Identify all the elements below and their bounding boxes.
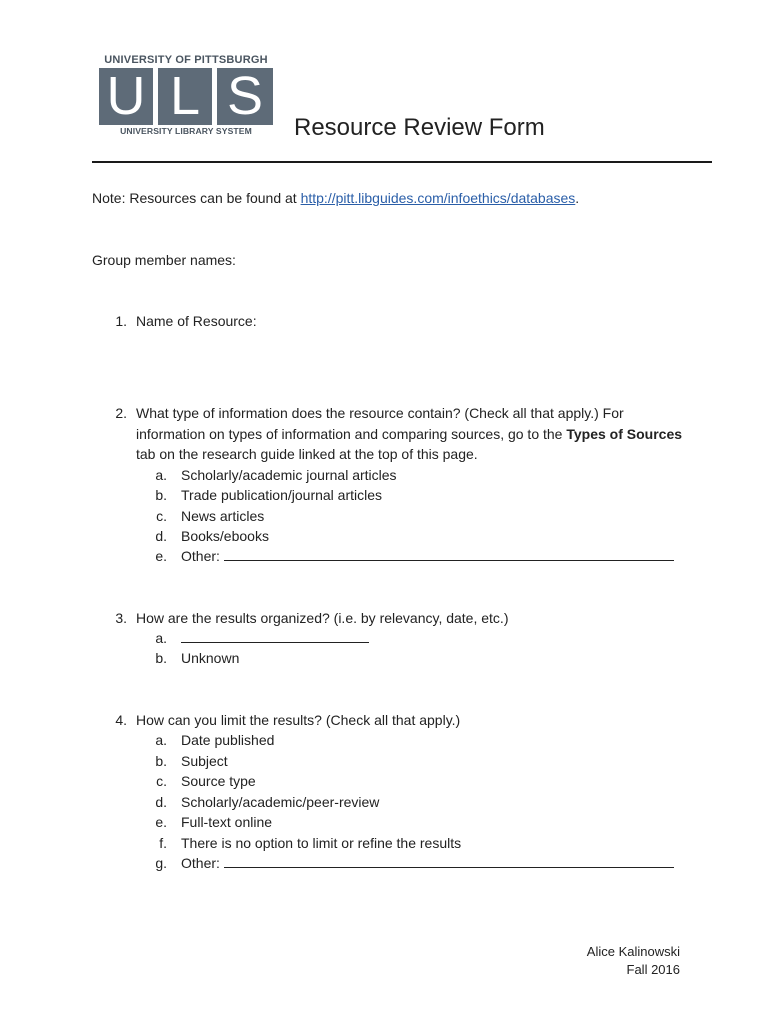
q2-line-3: tab on the research guide linked at the top of this page. — [136, 446, 478, 462]
footer-term: Fall 2016 — [626, 962, 680, 977]
q2-option-c: News articles — [181, 508, 265, 524]
q3-answer-blank[interactable] — [181, 628, 369, 643]
logo-letter-u: U — [106, 66, 146, 126]
types-of-sources-label: Types of Sources — [566, 426, 683, 442]
q4-option-letter: e. — [155, 814, 167, 830]
logo-letter-box-u — [99, 68, 153, 125]
q4-other-blank[interactable] — [224, 853, 674, 868]
q3-option-letter: b. — [155, 650, 167, 666]
q4-option-b: Subject — [181, 753, 228, 769]
logo-letter-box-l — [158, 68, 212, 125]
q2-option-letter: b. — [155, 487, 167, 503]
note-line — [92, 188, 579, 208]
q2-line-2-text: information on types of information and comparing sources, go to the — [136, 426, 567, 442]
q4-option-letter: f. — [159, 835, 167, 851]
q2-option-letter: e. — [155, 548, 167, 564]
logo-letter-s: S — [226, 66, 264, 126]
q2-option-letter: d. — [155, 528, 167, 544]
q4-option-f: There is no option to limit or refine the results — [181, 835, 462, 851]
q4-number: 4. — [115, 712, 127, 728]
q4-option-letter: c. — [156, 773, 167, 789]
group-members-label: Group member names: — [92, 252, 236, 268]
logo-letter-l: L — [169, 66, 201, 126]
note-suffix: . — [575, 190, 580, 206]
q4-option-letter: g. — [155, 855, 167, 871]
page-title: Resource Review Form — [294, 114, 545, 141]
uls-logo — [97, 54, 275, 138]
q2-option-letter: a. — [155, 467, 167, 483]
q4-other-label: Other: — [181, 855, 224, 871]
q2-line-2 — [136, 424, 682, 444]
q2-option-letter: c. — [156, 508, 167, 524]
q4-option-a: Date published — [181, 732, 275, 748]
q2-other-label: Other: — [181, 548, 224, 564]
q2-option-b: Trade publication/journal articles — [181, 487, 383, 503]
q2-option-d: Books/ebooks — [181, 528, 269, 544]
q4-option-letter: a. — [155, 732, 167, 748]
q2-line-1: What type of information does the resource contain? (Check all that apply.) For — [136, 405, 624, 421]
footer-author: Alice Kalinowski — [586, 944, 680, 959]
q4-text: How can you limit the results? (Check all that apply.) — [136, 712, 461, 728]
q1-text: Name of Resource: — [136, 313, 257, 329]
q3-text: How are the results organized? (i.e. by relevancy, date, etc.) — [136, 610, 509, 626]
q4-option-letter: d. — [155, 794, 167, 810]
q2-other-blank[interactable] — [224, 546, 674, 561]
q3-number: 3. — [115, 610, 127, 626]
q1-number: 1. — [115, 313, 127, 329]
logo-bottom-text: UNIVERSITY LIBRARY SYSTEM — [120, 126, 252, 136]
logo-top-text: UNIVERSITY OF PITTSBURGH — [104, 54, 268, 66]
q4-option-g — [181, 853, 674, 873]
note-prefix: Note: Resources can be found at — [92, 190, 301, 206]
resources-link[interactable]: http://pitt.libguides.com/infoethics/databases — [300, 190, 576, 206]
q4-option-letter: b. — [155, 753, 167, 769]
q3-option-a — [181, 628, 369, 648]
q3-option-letter: a. — [155, 630, 167, 646]
q3-option-b: Unknown — [181, 650, 240, 666]
q2-option-e — [181, 546, 674, 566]
q2-option-a: Scholarly/academic journal articles — [181, 467, 397, 483]
q4-option-c: Source type — [181, 773, 256, 789]
q2-number: 2. — [115, 405, 127, 421]
q4-option-d: Scholarly/academic/peer-review — [181, 794, 380, 810]
q4-option-e: Full-text online — [181, 814, 273, 830]
title-divider — [92, 161, 712, 163]
logo-letter-box-s — [217, 68, 273, 125]
